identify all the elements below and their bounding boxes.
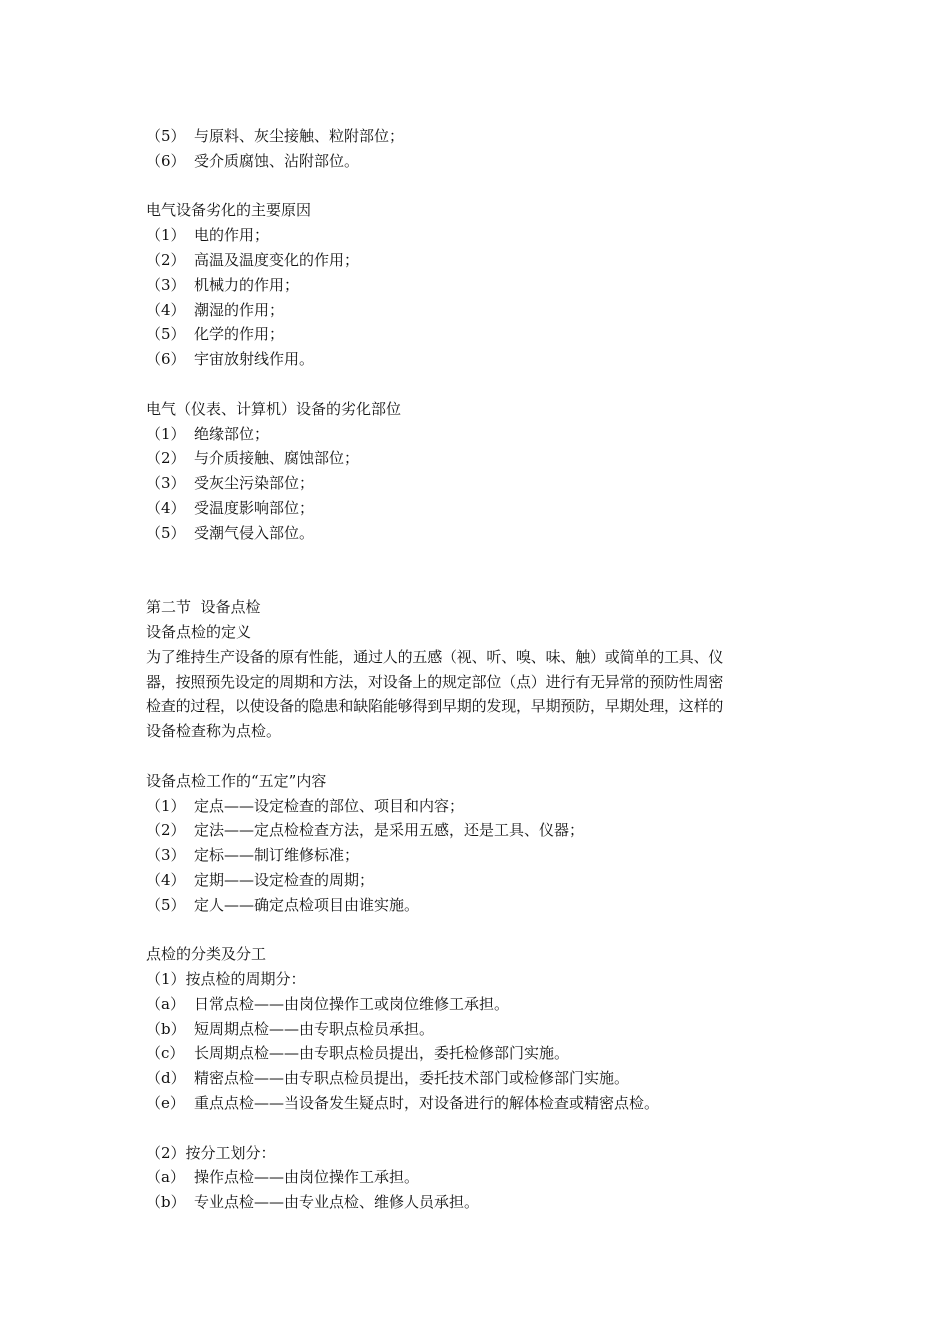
- list-number: （c）: [146, 1044, 185, 1063]
- list-item: [146, 1066, 816, 1091]
- definition-line: 器，按照预先设定的周期和方法，对设备上的规定部位（点）进行有无异常的预防性周密: [146, 672, 724, 691]
- list-text: 日常点检——由岗位操作工或岗位维修工承担。: [194, 994, 510, 1013]
- list-number: （5）: [146, 523, 186, 542]
- definition-line: 设备检查称为点检。: [146, 722, 282, 741]
- list-text: 受温度影响部位；: [194, 498, 315, 517]
- list-text: 定人——确定点检项目由谁实施。: [194, 895, 420, 914]
- list-text: 短周期点检——由专职点检员承担。: [194, 1019, 435, 1038]
- list-number: （3）: [146, 846, 186, 865]
- list-number: （2）: [146, 449, 186, 468]
- list-number: （3）: [146, 474, 186, 493]
- list-item: [146, 422, 816, 447]
- list-text: 机械力的作用；: [194, 275, 300, 294]
- list-item: [146, 868, 816, 893]
- section-heading: 电气（仪表、计算机）设备的劣化部位: [146, 399, 402, 418]
- list-item: [146, 223, 816, 248]
- list-number: （1）: [146, 424, 186, 443]
- list-item: [146, 843, 816, 868]
- list-item: [146, 298, 816, 323]
- list-text: 精密点检——由专职点检员提出，委托技术部门或检修部门实施。: [194, 1069, 630, 1088]
- list-text: 受灰尘污染部位；: [194, 474, 315, 493]
- list-number: （2）: [146, 250, 186, 269]
- list-number: （a）: [146, 1168, 185, 1187]
- list-text: 重点点检——当设备发生疑点时，对设备进行的解体检查或精密点检。: [194, 1094, 660, 1113]
- list-text: 绝缘部位；: [194, 424, 270, 443]
- spacer: [146, 1116, 816, 1141]
- list-item: [146, 1190, 816, 1215]
- section-heading: 电气设备劣化的主要原因: [146, 201, 312, 220]
- list-number: （b）: [146, 1019, 186, 1038]
- list-number: （6）: [146, 151, 186, 170]
- list-text: 与介质接触、腐蚀部位；: [194, 449, 360, 468]
- list-number: （a）: [146, 994, 185, 1013]
- list-item: [146, 347, 816, 372]
- document-page: [146, 124, 816, 1215]
- list-text: 长周期点检——由专职点检员提出，委托检修部门实施。: [194, 1044, 570, 1063]
- list-number: （6）: [146, 350, 186, 369]
- list-item: [146, 794, 816, 819]
- list-item: [146, 149, 816, 174]
- list-number: （4）: [146, 300, 186, 319]
- list-item: [146, 1041, 816, 1066]
- list-item: [146, 496, 816, 521]
- list-number: （3）: [146, 275, 186, 294]
- list-item: [146, 893, 816, 918]
- list-item: [146, 992, 816, 1017]
- list-text: 定标——制订维修标准；: [194, 846, 360, 865]
- spacer: [146, 918, 816, 943]
- list-number: （1）: [146, 226, 186, 245]
- list-text: 专业点检——由专业点检、维修人员承担。: [194, 1193, 480, 1212]
- list-text: 电的作用；: [194, 226, 270, 245]
- list-number: （2）: [146, 821, 186, 840]
- list-item: [146, 1091, 816, 1116]
- list-text: 操作点检——由岗位操作工承担。: [194, 1168, 420, 1187]
- definition-line: 为了维持生产设备的原有性能，通过人的五感（视、听、嗅、味、触）或简单的工具、仪: [146, 647, 724, 666]
- list-item: [146, 471, 816, 496]
- list-item: [146, 1165, 816, 1190]
- spacer: [146, 744, 816, 769]
- definition-line: 检查的过程，以使设备的隐患和缺陷能够得到早期的发现，早期预防，早期处理，这样的: [146, 697, 724, 716]
- spacer: [146, 372, 816, 397]
- definition-heading: 设备点检的定义: [146, 622, 252, 641]
- list-text: 定法——定点检检查方法，是采用五感，还是工具、仪器；: [194, 821, 585, 840]
- list-item: [146, 322, 816, 347]
- spacer: [146, 174, 816, 199]
- list-text: 定期——设定检查的周期；: [194, 870, 375, 889]
- list-text: 高温及温度变化的作用；: [194, 250, 360, 269]
- list-number: （1）: [146, 796, 186, 815]
- section-heading: 点检的分类及分工: [146, 945, 267, 964]
- list-item: [146, 273, 816, 298]
- list-number: （5）: [146, 895, 186, 914]
- list-number: （4）: [146, 870, 186, 889]
- list-number: （d）: [146, 1069, 186, 1088]
- list-item: [146, 446, 816, 471]
- subheading: （2）按分工划分：: [146, 1143, 276, 1162]
- subheading: （1）按点检的周期分：: [146, 970, 306, 989]
- list-number: （4）: [146, 498, 186, 517]
- list-text: 化学的作用；: [194, 325, 285, 344]
- spacer: [146, 546, 816, 596]
- list-text: 受潮气侵入部位。: [194, 523, 315, 542]
- list-text: 受介质腐蚀、沾附部位。: [194, 151, 360, 170]
- list-item: [146, 1017, 816, 1042]
- section-heading: 设备点检工作的“五定”内容: [146, 771, 327, 790]
- list-item: [146, 124, 816, 149]
- list-number: （b）: [146, 1193, 186, 1212]
- list-item: [146, 818, 816, 843]
- list-number: （5）: [146, 325, 186, 344]
- list-number: （e）: [146, 1094, 185, 1113]
- list-number: （5）: [146, 127, 186, 145]
- list-item: [146, 521, 816, 546]
- section-title: 第二节 设备点检: [146, 598, 261, 617]
- list-text: 潮湿的作用；: [194, 300, 285, 319]
- list-text: 定点——设定检查的部位、项目和内容；: [194, 796, 465, 815]
- list-item: [146, 248, 816, 273]
- list-text: 宇宙放射线作用。: [194, 350, 315, 369]
- list-text: 与原料、灰尘接触、粒附部位；: [194, 127, 405, 145]
